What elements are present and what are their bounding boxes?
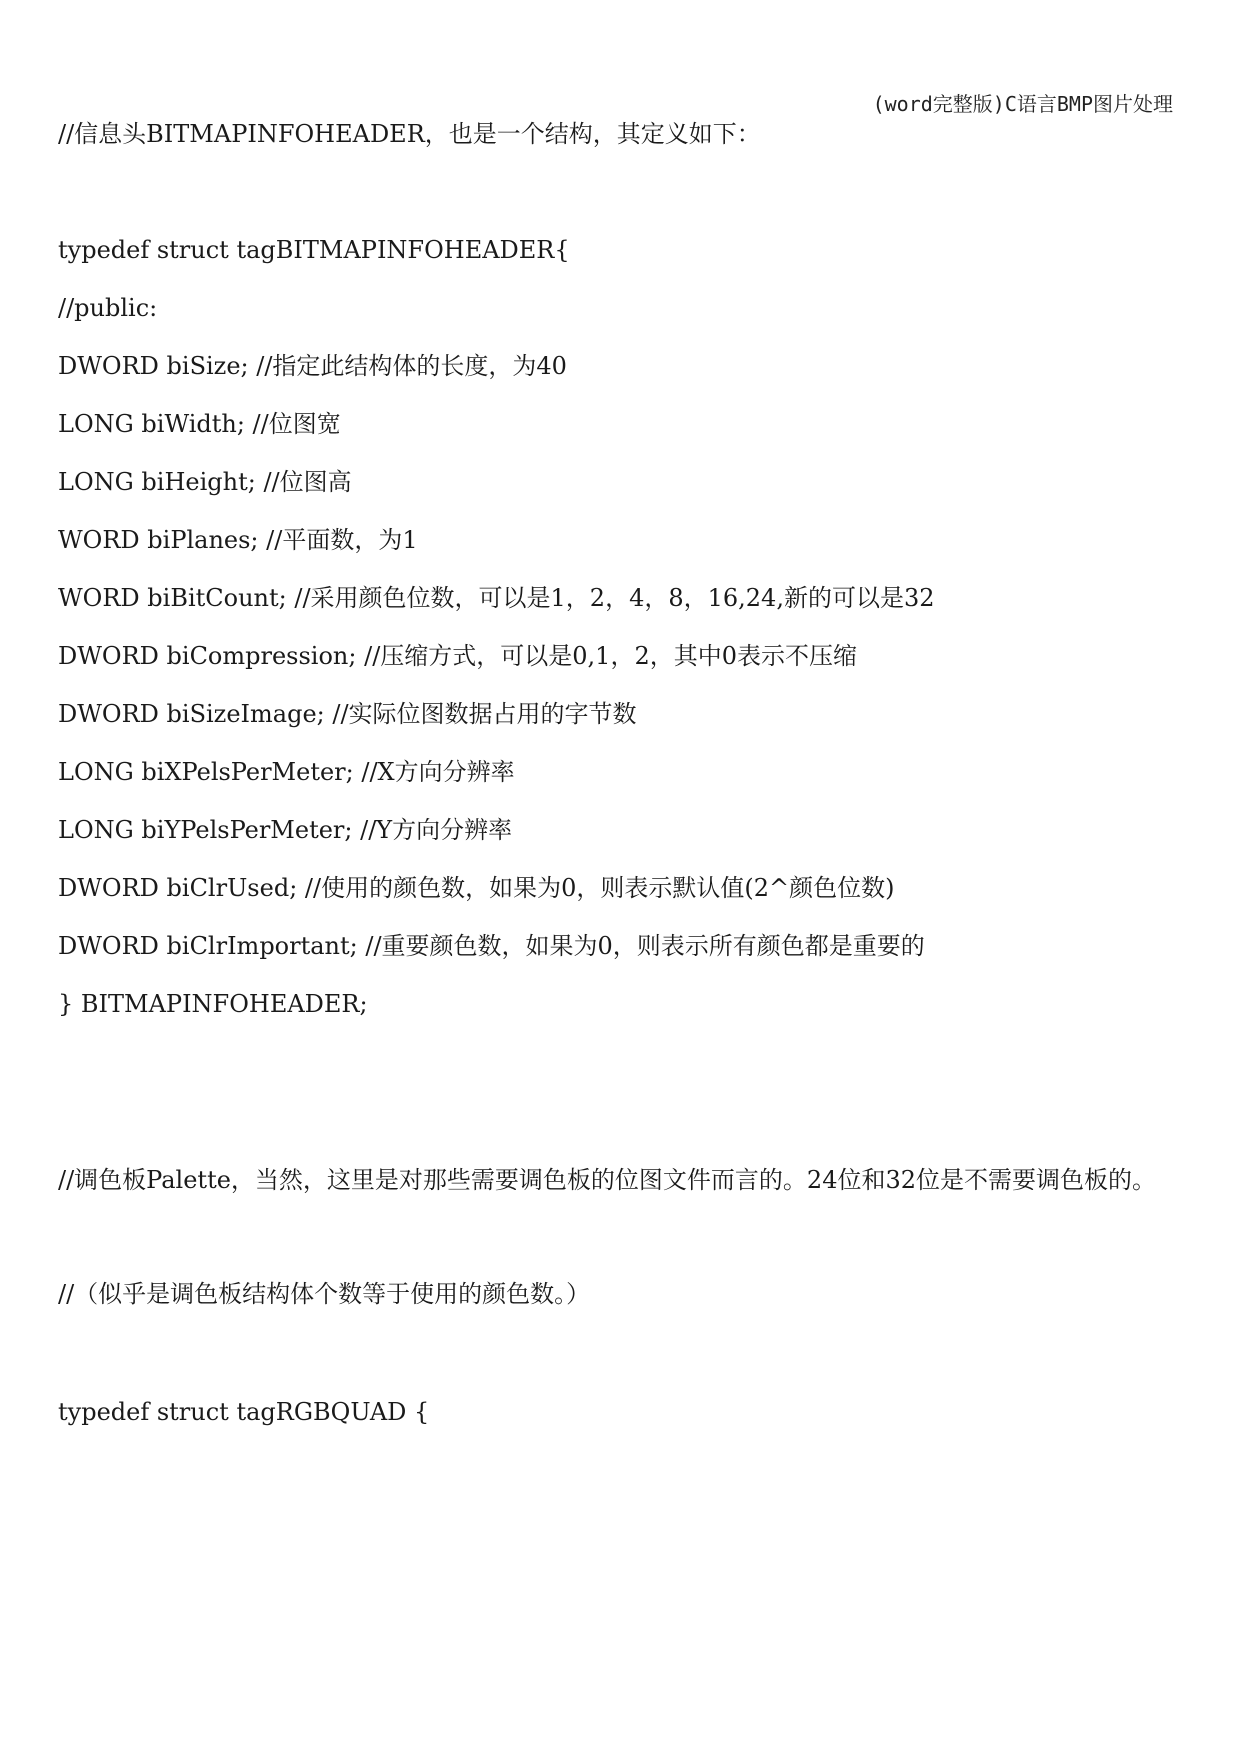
code-biclrused: DWORD biClrUsed; //使用的颜色数，如果为0，则表示默认值(2^颜色位数) xyxy=(58,874,895,902)
code-bixpelspermeter: LONG biXPelsPerMeter; //X方向分辨率 xyxy=(58,758,515,786)
page-header-title: (word完整版)C语言BMP图片处理 xyxy=(872,92,1173,116)
code-biwidth: LONG biWidth; //位图宽 xyxy=(58,410,341,438)
comment-info-header: //信息头BITMAPINFOHEADER，也是一个结构，其定义如下： xyxy=(58,120,761,148)
code-typedef-rgbquad: typedef struct tagRGBQUAD { xyxy=(58,1398,430,1426)
code-biplanes: WORD biPlanes; //平面数，为1 xyxy=(58,526,418,554)
code-struct-end: } BITMAPINFOHEADER; xyxy=(58,990,368,1018)
code-typedef-bitmapinfoheader: typedef struct tagBITMAPINFOHEADER{ xyxy=(58,236,570,264)
comment-palette-note: //（似乎是调色板结构体个数等于使用的颜色数。） xyxy=(58,1280,591,1308)
code-biypelspermeter: LONG biYPelsPerMeter; //Y方向分辨率 xyxy=(58,816,513,844)
code-bisizeimage: DWORD biSizeImage; //实际位图数据占用的字节数 xyxy=(58,700,637,728)
code-bicompression: DWORD biCompression; //压缩方式，可以是0,1，2，其中0表示不压缩 xyxy=(58,642,857,670)
code-public-comment: //public: xyxy=(58,294,158,322)
comment-palette: //调色板Palette，当然，这里是对那些需要调色板的位图文件而言的。24位和32位是不需要调色板的。 xyxy=(58,1166,1156,1194)
code-bibitcount: WORD biBitCount; //采用颜色位数，可以是1，2，4，8，16,24,新的可以是32 xyxy=(58,584,935,612)
code-bisize: DWORD biSize; //指定此结构体的长度，为40 xyxy=(58,352,567,380)
code-biheight: LONG biHeight; //位图高 xyxy=(58,468,352,496)
code-biclrimportant: DWORD biClrImportant; //重要颜色数，如果为0，则表示所有颜色都是重要的 xyxy=(58,932,925,960)
